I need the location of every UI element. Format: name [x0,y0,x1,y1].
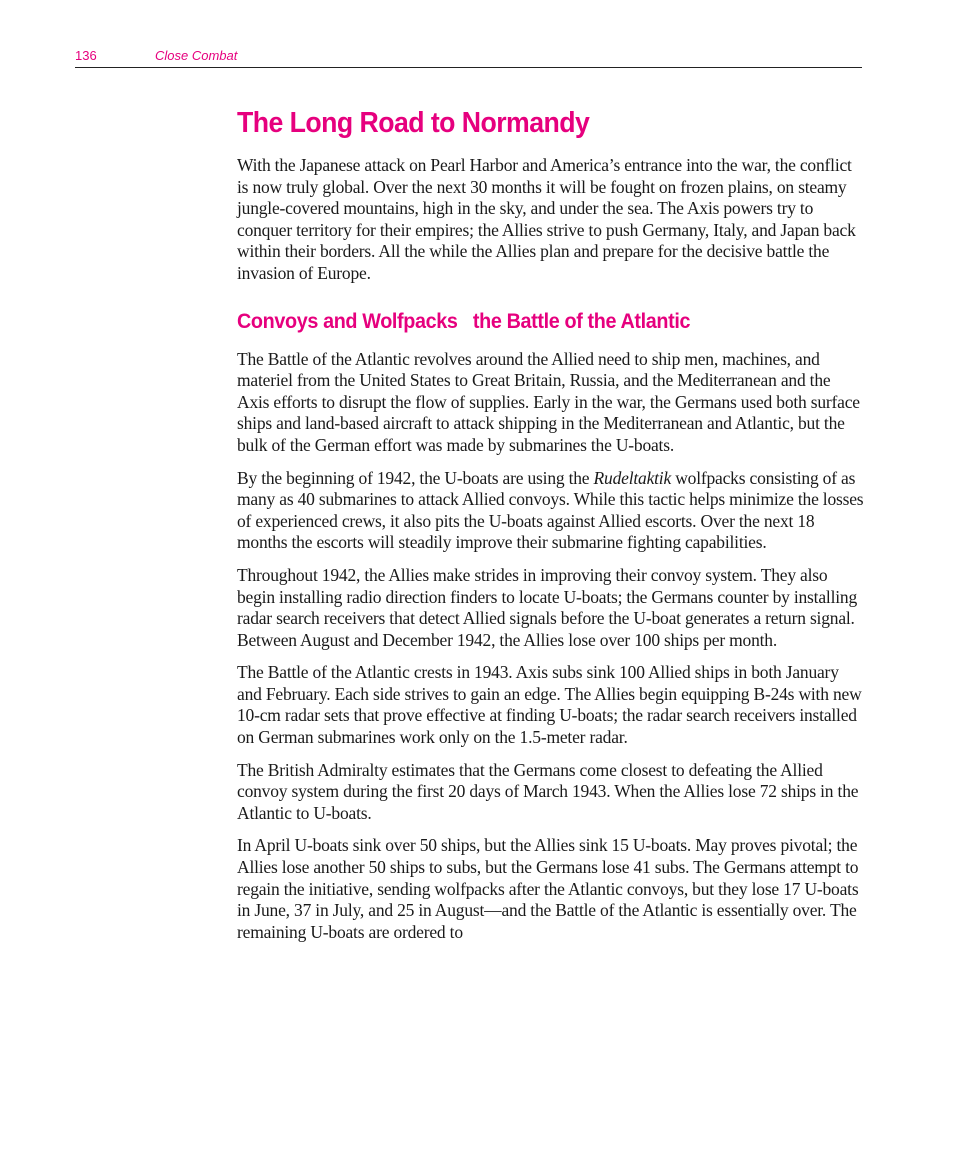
section-heading: Convoys and Wolfpacks the Battle of the Atlantic [237,308,691,333]
page-title: The Long Road to Normandy [237,107,590,139]
page-header [75,46,862,68]
body-paragraph-6: In April U-boats sink over 50 ships, but the Allies sink 15 U-boats. May proves pivotal; the Allies lose another 50 ships to subs, but the Germans lose 41 subs. The Germans attempt to regain the initiative, sending wolfpacks after the Atlantic convoys, but they lose 17 U-boats in June, 37 in July, and 25 in August—and the Battle of the Atlantic is essentially over. The remaining U-boats are ordered to [237,835,859,942]
intro-paragraph: With the Japanese attack on Pearl Harbor and America’s entrance into the war, the conflict is now truly global. Over the next 30 months it will be fought on frozen plains, on steamy jungle-covered mountains, high in the sky, and under the sea. The Axis powers try to conquer territory for their empires; the Allies strive to push Germany, Italy, and Japan back within their borders. All the while the Allies plan and prepare for the decisive battle the invasion of Europe. [237,155,856,283]
running-title: Close Combat [155,48,238,63]
body-paragraph-2 [237,468,865,554]
body-paragraph-4: The Battle of the Atlantic crests in 1943. Axis subs sink 100 Allied ships in both January and February. Each side strives to gain an edge. The Allies begin equipping B-24s with new 10-cm radar sets that prove effective at finding U-boats; the radar search receivers installed on German submarines work only on the 1.5-meter radar. [237,662,862,748]
rudeltaktik-term: Rudeltaktik [593,467,672,488]
main-content [237,103,865,954]
paragraph-2-text-start: By the beginning of 1942, the U-boats are using the [237,467,594,488]
body-paragraph-5: The British Admiralty estimates that the Germans come closest to defeating the Allied convoy system during the first 20 days of March 1943. When the Allies lose 72 ships in the Atlantic to U-boats. [237,759,859,823]
body-paragraph-1: The Battle of the Atlantic revolves around the Allied need to ship men, machines, and materiel from the United States to Great Britain, Russia, and the Mediterranean and the Axis efforts to disrupt the flow of supplies. Early in the war, the Germans used both surface ships and land-based aircraft to attack shipping in the Mediterranean and Atlantic, but the bulk of the German effort was made by submarines the U-boats. [237,348,860,455]
paragraph-2-text-end: wolfpacks consisting of as many as 40 submarines to attack Allied convoys. While this tactic helps minimize the losses of experienced crews, it also pits the U-boats against Allied escorts. Over the next 18 months the escorts will steadily improve their submarine fighting capabilities. [237,467,864,553]
body-paragraph-3: Throughout 1942, the Allies make strides in improving their convoy system. They also begin installing radio direction finders to locate U-boats; the Germans counter by installing radar search receivers that detect Allied signals before the U-boat generates a return signal. Between August and December 1942, the Allies lose over 100 ships per month. [237,564,857,650]
page-number: 136 [75,48,97,63]
